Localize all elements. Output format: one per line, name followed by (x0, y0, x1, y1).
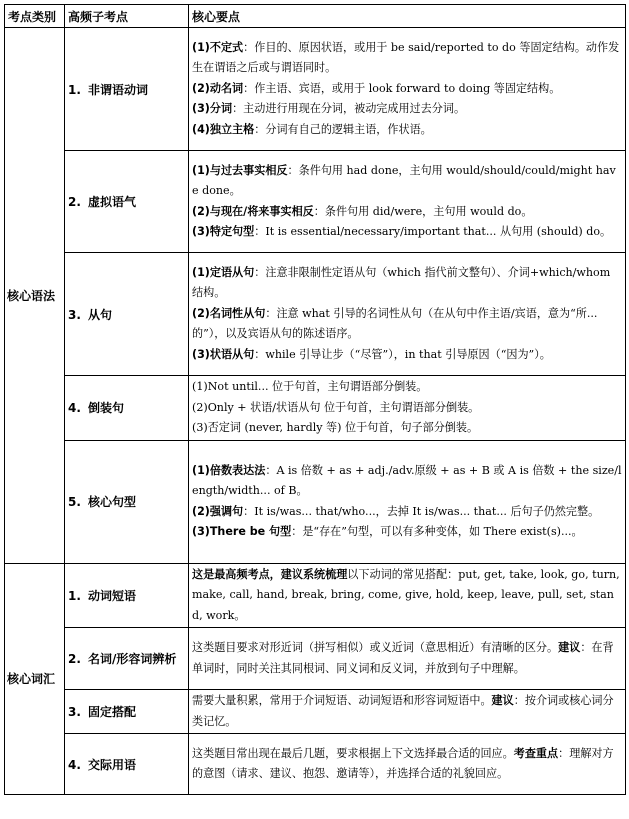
key-point-text: 需要大量积累，常用于介词短语、动词短语和形容词短语中。 (192, 694, 492, 707)
subtopic-cell (65, 151, 189, 253)
key-point (192, 461, 622, 502)
key-point-term: (1)定语从句 (192, 265, 255, 279)
key-points-cell (189, 628, 626, 690)
key-point-text: (1)Not until... 位于句首，主句谓语部分倒装。 (192, 380, 428, 393)
subtopic-number: 5. (68, 495, 81, 509)
key-point-text: ：是“存在”句型，可以有多种变体，如 There exist(s)...。 (291, 525, 583, 538)
key-point (192, 398, 622, 419)
subtopic-label: 动词短语 (88, 588, 137, 603)
subtopic-label: 虚拟语气 (88, 195, 137, 209)
table-row (5, 563, 626, 628)
key-point-term: (1)与过去事实相反 (192, 163, 288, 177)
header-key-points: 核心要点 (189, 5, 626, 28)
key-point (192, 38, 622, 79)
key-point-term: (2)与现在/将来事实相反 (192, 204, 314, 218)
key-point (192, 691, 622, 732)
key-point (192, 565, 622, 627)
key-point-text: ：条件句用 had done，主句用 would/should/could/might have done。 (192, 163, 616, 197)
key-point-text: 这类题目常出现在最后几题，要求根据上下文选择最合适的回应。 (192, 746, 514, 760)
header-subtopic: 高频子考点 (65, 5, 189, 28)
key-points-cell (189, 28, 626, 151)
subtopic-label: 名词/形容词辨析 (88, 652, 177, 666)
key-point (192, 99, 622, 120)
key-point (192, 120, 622, 141)
key-point-text: 这类题目要求对形近词（拼写相似）或义近词（意思相近）有清晰的区分。 (192, 641, 559, 654)
key-point (192, 79, 622, 100)
table-row (5, 690, 626, 734)
key-points-cell (189, 734, 626, 795)
key-point-term: (3)状语从句 (192, 347, 255, 361)
subtopic-cell (65, 628, 189, 690)
subtopic-cell (65, 563, 189, 628)
subtopic-cell (65, 253, 189, 376)
key-point-term: 建议 (491, 694, 514, 707)
subtopic-number: 1. (68, 82, 81, 97)
key-point (192, 377, 622, 398)
table-row (5, 628, 626, 690)
key-point (192, 202, 622, 223)
key-points-cell (189, 440, 626, 563)
key-point-text: ：理解对方的意图（请求、建议、抱怨、邀请等），并选择合适的礼貌回应。 (192, 746, 614, 780)
key-point (192, 418, 622, 439)
header-row (5, 5, 626, 28)
subtopic-cell (65, 440, 189, 563)
key-point (192, 522, 622, 543)
subtopic-label: 交际用语 (88, 757, 137, 772)
key-point-term: (2)名词性从句 (192, 306, 266, 320)
subtopic-cell (65, 690, 189, 734)
subtopic-label: 从句 (88, 307, 113, 322)
subtopic-number: 3. (68, 307, 81, 322)
key-point-text: ：作目的、原因状语，或用于 be said/reported to do 等固定结构。动作发生在谓语之后或与谓语同时。 (192, 40, 620, 75)
subtopic-cell (65, 28, 189, 151)
key-point-term: 这是最高频考点，建议系统梳理 (192, 567, 348, 581)
subtopic-number: 2. (68, 195, 81, 209)
subtopic-cell (65, 376, 189, 441)
table-row (5, 253, 626, 376)
key-point-text: ：注意非限制性定语从句（which 指代前文整句）、介词+which/whom 结构。 (192, 265, 611, 300)
header-category: 考点类别 (5, 5, 65, 28)
subtopic-number: 1. (68, 588, 81, 603)
key-point-text: ：作主语、宾语，或用于 look forward to doing 等固定结构。 (243, 81, 561, 95)
key-point-term: 考查重点 (513, 746, 559, 760)
key-point-term: (3)特定句型 (192, 225, 255, 238)
key-point-text: ：while 引导让步（“尽管”），in that 引导原因（“因为”）。 (254, 347, 551, 361)
key-point-text: ：It is essential/necessary/important that... 从句用 (should) do。 (254, 225, 612, 238)
subtopic-number: 3. (68, 705, 81, 719)
key-point (192, 304, 622, 345)
category-cell: 核心词汇 (5, 563, 65, 795)
key-point-text: ：按介词或核心词分类记忆。 (192, 694, 614, 728)
key-point (192, 744, 622, 785)
key-point-text: ：分词有自己的逻辑主语，作状语。 (254, 122, 432, 136)
subtopic-number: 4. (68, 757, 81, 772)
key-points-cell (189, 376, 626, 441)
key-point (192, 161, 622, 202)
key-points-cell (189, 151, 626, 253)
table-row (5, 151, 626, 253)
key-point (192, 345, 622, 366)
key-point-term: (2)动名词 (192, 81, 244, 95)
key-points-cell (189, 690, 626, 734)
key-point-term: (1)倍数表达法 (192, 463, 266, 477)
key-point (192, 502, 622, 523)
table-body (5, 28, 626, 795)
subtopic-label: 固定搭配 (88, 705, 137, 719)
table-row (5, 376, 626, 441)
key-point-term: (2)强调句 (192, 504, 244, 518)
key-point-term: 建议 (558, 641, 581, 654)
key-point-term: (1)不定式 (192, 40, 244, 54)
subtopic-number: 2. (68, 652, 81, 666)
subtopic-label: 核心句型 (88, 495, 137, 509)
key-point-text: ：A is 倍数 + as + adj./adv.原级 + as + B 或 A is 倍数 + the size/length/width... of B。 (192, 463, 622, 497)
subtopic-cell (65, 734, 189, 795)
summary-table (4, 4, 626, 795)
key-point-text: 以下动词的常见搭配：put, get, take, look, go, turn, make, call, hand, break, bring, come, give, hold, keep, leave, pull, set, stand, work。 (192, 567, 620, 622)
key-point (192, 222, 622, 243)
key-points-cell (189, 253, 626, 376)
category-cell: 核心语法 (5, 28, 65, 564)
key-point-term: (3)分词 (192, 102, 233, 116)
key-point-text: ：在背单词时，同时关注其同根词、同义词和反义词，并放到句子中理解。 (192, 641, 614, 675)
table-row (5, 440, 626, 563)
subtopic-label: 倒装句 (88, 401, 125, 416)
key-point-text: (3)否定词 (never, hardly 等) 位于句首，句子部分倒装。 (192, 421, 479, 434)
table-row (5, 28, 626, 151)
key-point (192, 263, 622, 304)
key-point-text: ：注意 what 引导的名词性从句（在从句中作主语/宾语，意为“所...的”），以及宾语从句的陈述语序。 (192, 306, 598, 341)
key-points-cell (189, 563, 626, 628)
key-point-text: ：It is/was... that/who...，去掉 It is/was... that... 后句子仍然完整。 (243, 504, 600, 518)
table-row (5, 734, 626, 795)
key-point-text: ：主动进行用现在分词，被动完成用过去分词。 (232, 102, 466, 116)
subtopic-label: 非谓语动词 (88, 82, 149, 97)
subtopic-number: 4. (68, 401, 81, 416)
key-point-text: (2)Only + 状语/状语从句 位于句首，主句谓语部分倒装。 (192, 400, 480, 414)
key-point (192, 638, 622, 679)
key-point-term: (3)There be 句型 (192, 525, 292, 538)
key-point-text: ：条件句用 did/were，主句用 would do。 (313, 204, 533, 218)
key-point-term: (4)独立主格 (192, 122, 255, 136)
